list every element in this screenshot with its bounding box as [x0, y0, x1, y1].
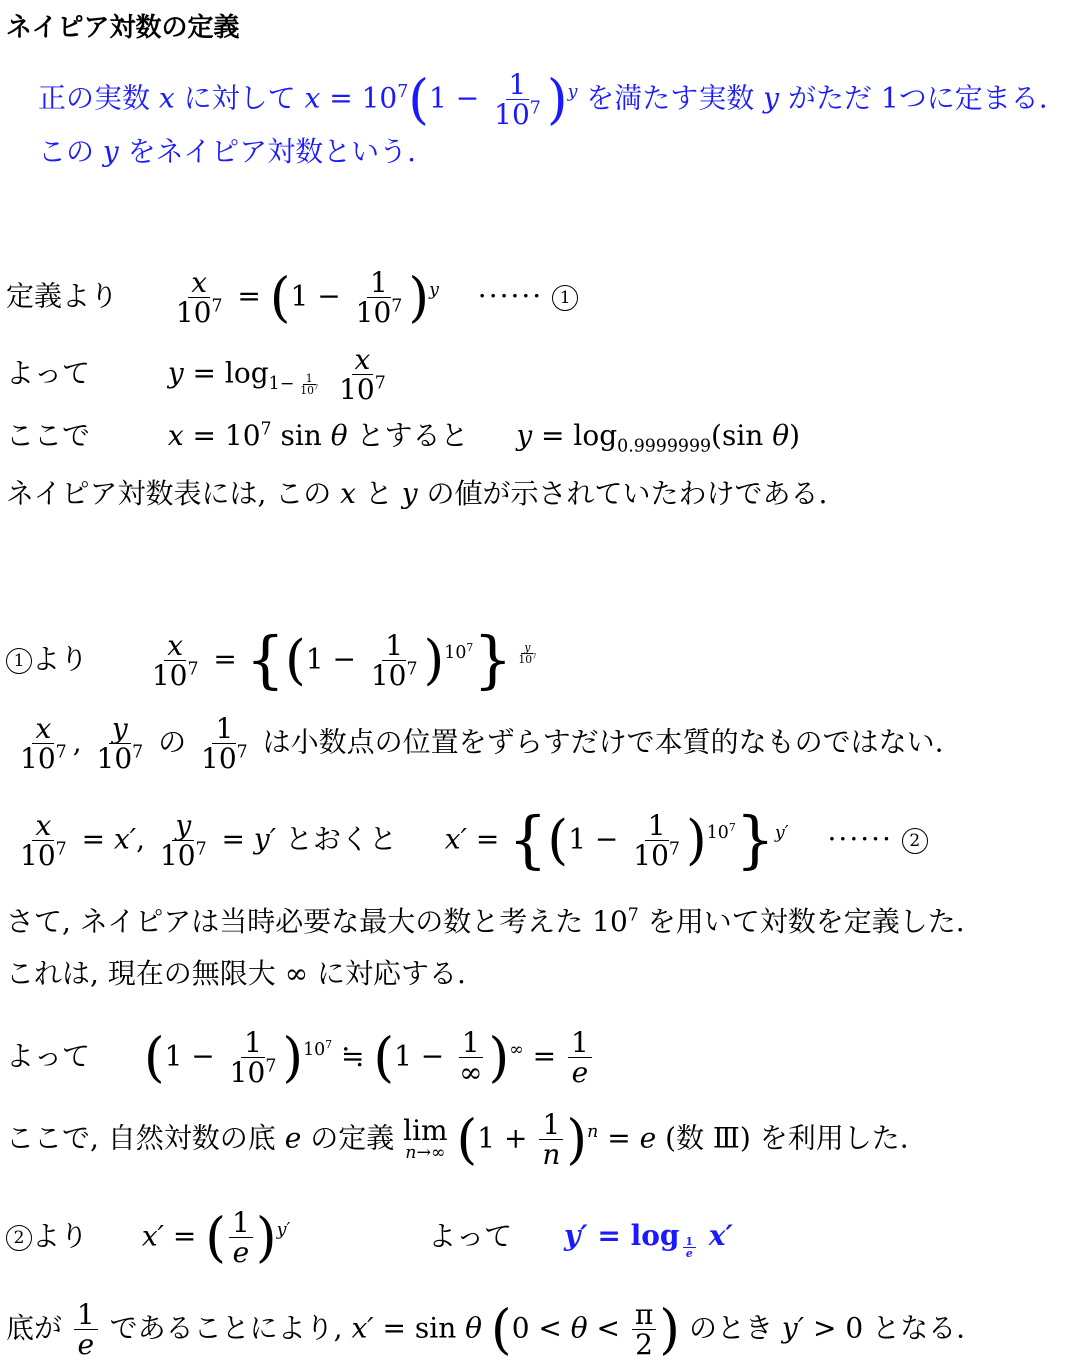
body-text: となる. [872, 1311, 965, 1345]
circled-number-1: 1 [552, 285, 578, 311]
fraction: $\frac{1}{n}$ [539, 1110, 563, 1170]
label-text: よって [428, 1219, 513, 1253]
log-line: よって $y = \log_{1- \frac{1}{10^7}}$ $\frac{x}{10^7}$ [6, 345, 392, 405]
fraction: $\frac{1}{10^7}$ [494, 68, 541, 132]
body-text: ネイピア対数表には, この [6, 477, 332, 510]
definition-text: がただ [787, 81, 872, 115]
label-text: よって [6, 1039, 91, 1073]
definition-line-2: この y をネイピア対数という. [38, 135, 416, 168]
sin-substitution-line: ここで $x = 10^7$ sin θ とすると $y = \log_{0.9999999}(\sin$ θ) [6, 419, 801, 457]
body-text: の値が示されていたわけである. [426, 477, 828, 510]
fraction: $\frac{x}{10^7}$ [20, 808, 67, 873]
label-text: 定義より [6, 279, 119, 313]
napier-note-line: さて, ネイピアは当時必要な最大の数と考えた $10^7$ を用いて対数を定義した. [6, 905, 965, 938]
definition-text: に対して [183, 81, 296, 115]
fraction: $\frac{1}{10^7}$ [355, 266, 403, 330]
body-text: の [158, 725, 187, 759]
label-text: とおくと [284, 822, 397, 856]
limit-operator: lim n→∞ [403, 1114, 448, 1164]
fraction: $\frac{1}{10^7}$ [370, 628, 418, 693]
e-definition-line: ここで, 自然対数の底 e の定義 lim n→∞ (1 + $\frac{1}{n}$ )$^n$ = e (数 Ⅲ) を利用した. [6, 1108, 909, 1172]
table-note-line: ネイピア対数表には, この x と y の値が示されていたわけである. [6, 477, 828, 510]
fraction: $\frac{1}{e}$ [229, 1208, 253, 1268]
fraction: $\frac{x}{10^7}$ [175, 266, 223, 330]
approximation-line: よって (1 − $\frac{1}{10^7}$ )$^{10^7}$ ≒ (1 − $\frac{1}{\infty}$ )∞ = $\frac{1}{e}$ [6, 1028, 595, 1088]
body-text: は小数点の位置をずらすだけで本質的なものではない. [262, 725, 944, 759]
fraction: $\frac{1}{10^7}$ [229, 1026, 277, 1090]
body-text: の定義 [310, 1121, 395, 1155]
final-result: y′ = log $_{\frac{1}{e}}$ x′ [564, 1219, 733, 1260]
body-text: さて, ネイピアは当時必要な最大の数と考えた [6, 905, 584, 938]
page-title: ネイピア対数の定義 [6, 13, 240, 43]
circled-number-1: 1 [6, 648, 32, 674]
label-text: より [32, 1219, 89, 1253]
definition-line-1: 正の実数 x に対して $x = 10^7(1$ − $\frac{1}{10^7}$ )$^y$ を満たす実数 y がただ 1つに定まる. [38, 68, 1048, 132]
fraction: $\frac{x}{10^7}$ [20, 712, 67, 776]
circled-number-2: 2 [6, 1225, 32, 1251]
equation-1-line: 定義より $\frac{x}{10^7}$ = (1 − $\frac{1}{10^7}$ )$^y$ ······ 1 [6, 268, 578, 328]
label-text: とすると [356, 419, 469, 452]
result-line: 2 より x′ = ( $\frac{1}{e}$ )$^{y'}$ よって y′ = log $_{\frac{1}{e}}$ x′ [6, 1208, 733, 1268]
log-base: 0.9999999 [617, 436, 712, 457]
fraction: $\frac{1}{10^7}$ [633, 808, 680, 873]
fraction: $\frac{y}{10^7}$ [159, 808, 207, 873]
definition-text: つに定まる. [898, 81, 1048, 115]
body-text: であることにより, [109, 1311, 343, 1345]
body-text: を用いて対数を定義した. [647, 905, 965, 938]
body-text: のとき [688, 1311, 773, 1345]
fraction: $\frac{\pi}{2}$ [632, 1300, 656, 1360]
body-text: と [364, 477, 393, 510]
equation-from-1-line: 1 より $\frac{x}{10^7}$ = {(1 − $\frac{1}{10^7}$ )$^{10^7}$} $^{\frac{y}{10^7}}$ [6, 630, 542, 692]
definition-text: をネイピア対数という. [127, 135, 416, 168]
label-text: より [32, 642, 89, 676]
label-text: ここで [6, 419, 91, 452]
fraction: $\frac{x}{10^7}$ [151, 628, 199, 693]
infinity-note-line: これは, 現在の無限大 ∞ に対応する. [6, 957, 466, 990]
circled-number-2: 2 [902, 828, 928, 854]
body-text: に対応する. [316, 957, 466, 990]
fraction: $\frac{1}{e}$ [568, 1028, 592, 1088]
body-text: これは, 現在の無限大 [6, 957, 276, 990]
fraction: $\frac{x}{10^7}$ [339, 343, 386, 407]
body-text: (数 Ⅲ) を利用した. [665, 1121, 909, 1155]
shift-note-line: $\frac{x}{10^7}$ , $\frac{y}{10^7}$ の $\frac{1}{10^7}$ は小数点の位置をずらすだけで本質的なものではない. [14, 714, 944, 774]
fraction: $\frac{1}{\infty}$ [459, 1026, 483, 1090]
body-text: 底が [6, 1311, 63, 1345]
fraction: $\frac{1}{e}$ [74, 1300, 98, 1360]
definition-text: を満たす実数 [586, 81, 755, 115]
base-note-line: 底が $\frac{1}{e}$ であることにより, x′ = sin θ (0 < θ < $\frac{\pi}{2}$ ) のとき y′ > 0 となる. [6, 1298, 965, 1362]
equation-2-line: $\frac{x}{10^7}$ = x′, $\frac{y}{10^7}$ = y′ とおくと x′ = {(1 − $\frac{1}{10^7}$ )$^{10^7}$}$^{y'}$ ······ 2 [14, 810, 928, 872]
number-one: 1 [880, 81, 899, 115]
fraction: $\frac{y}{10^7}$ [96, 712, 144, 776]
fraction: $\frac{1}{10^7}$ [201, 712, 248, 776]
definition-text: 正の実数 [38, 81, 151, 115]
label-text: よって [6, 356, 91, 390]
body-text: ここで, 自然対数の底 [6, 1121, 276, 1155]
definition-text: この [38, 135, 95, 168]
